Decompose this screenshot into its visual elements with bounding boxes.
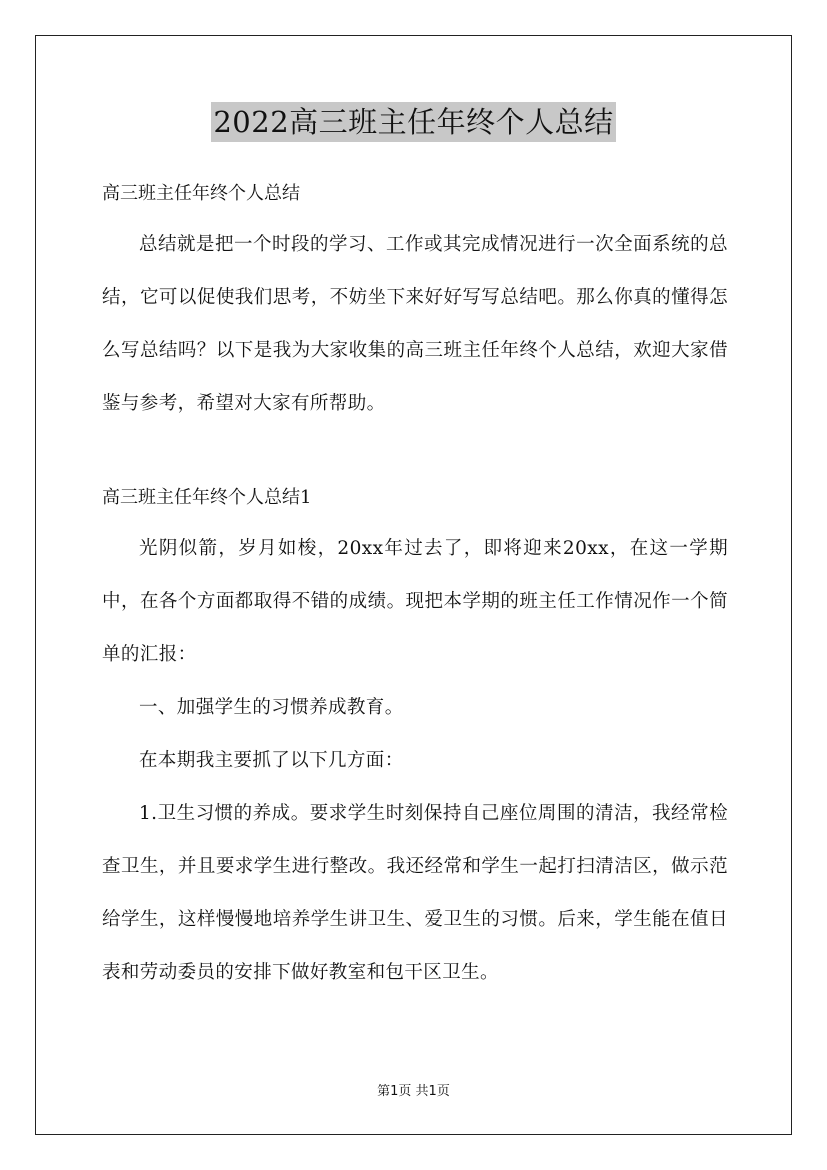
body-paragraph: 一、加强学生的习惯养成教育。 (139, 697, 404, 718)
document-subtitle: 高三班主任年终个人总结 (102, 183, 300, 204)
title-area (0, 102, 827, 142)
section-heading: 高三班主任年终个人总结1 (102, 487, 312, 508)
document-title: 2022高三班主任年终个人总结 (211, 102, 615, 142)
section-gap (102, 430, 728, 466)
body-paragraph: 1.卫生习惯的养成。要求学生时刻保持自己座位周围的清洁，我经常检查卫生，并且要求学生进行整改。我还经常和学生一起打扫清洁区，做示范给学生，这样慢慢地培养学生讲卫生、爱卫生的习惯。后来，学生能在值日表和劳动委员的安排下做好教室和包干区卫生。 (102, 803, 728, 983)
page-footer: 第1页 共1页 (377, 1084, 450, 1099)
intro-paragraph: 总结就是把一个时段的学习、工作或其完成情况进行一次全面系统的总结，它可以促使我们思考，不妨坐下来好好写写总结吧。那么你真的懂得怎么写总结吗？以下是我为大家收集的高三班主任年终个人总结，欢迎大家借鉴与参考，希望对大家有所帮助。 (102, 234, 728, 414)
document-body (102, 176, 728, 999)
body-paragraph: 光阴似箭，岁月如梭，20xx年过去了，即将迎来20xx，在这一学期中，在各个方面都取得不错的成绩。现把本学期的班主任工作情况作一个简单的汇报： (102, 538, 728, 665)
body-paragraph: 在本期我主要抓了以下几方面： (139, 750, 404, 771)
